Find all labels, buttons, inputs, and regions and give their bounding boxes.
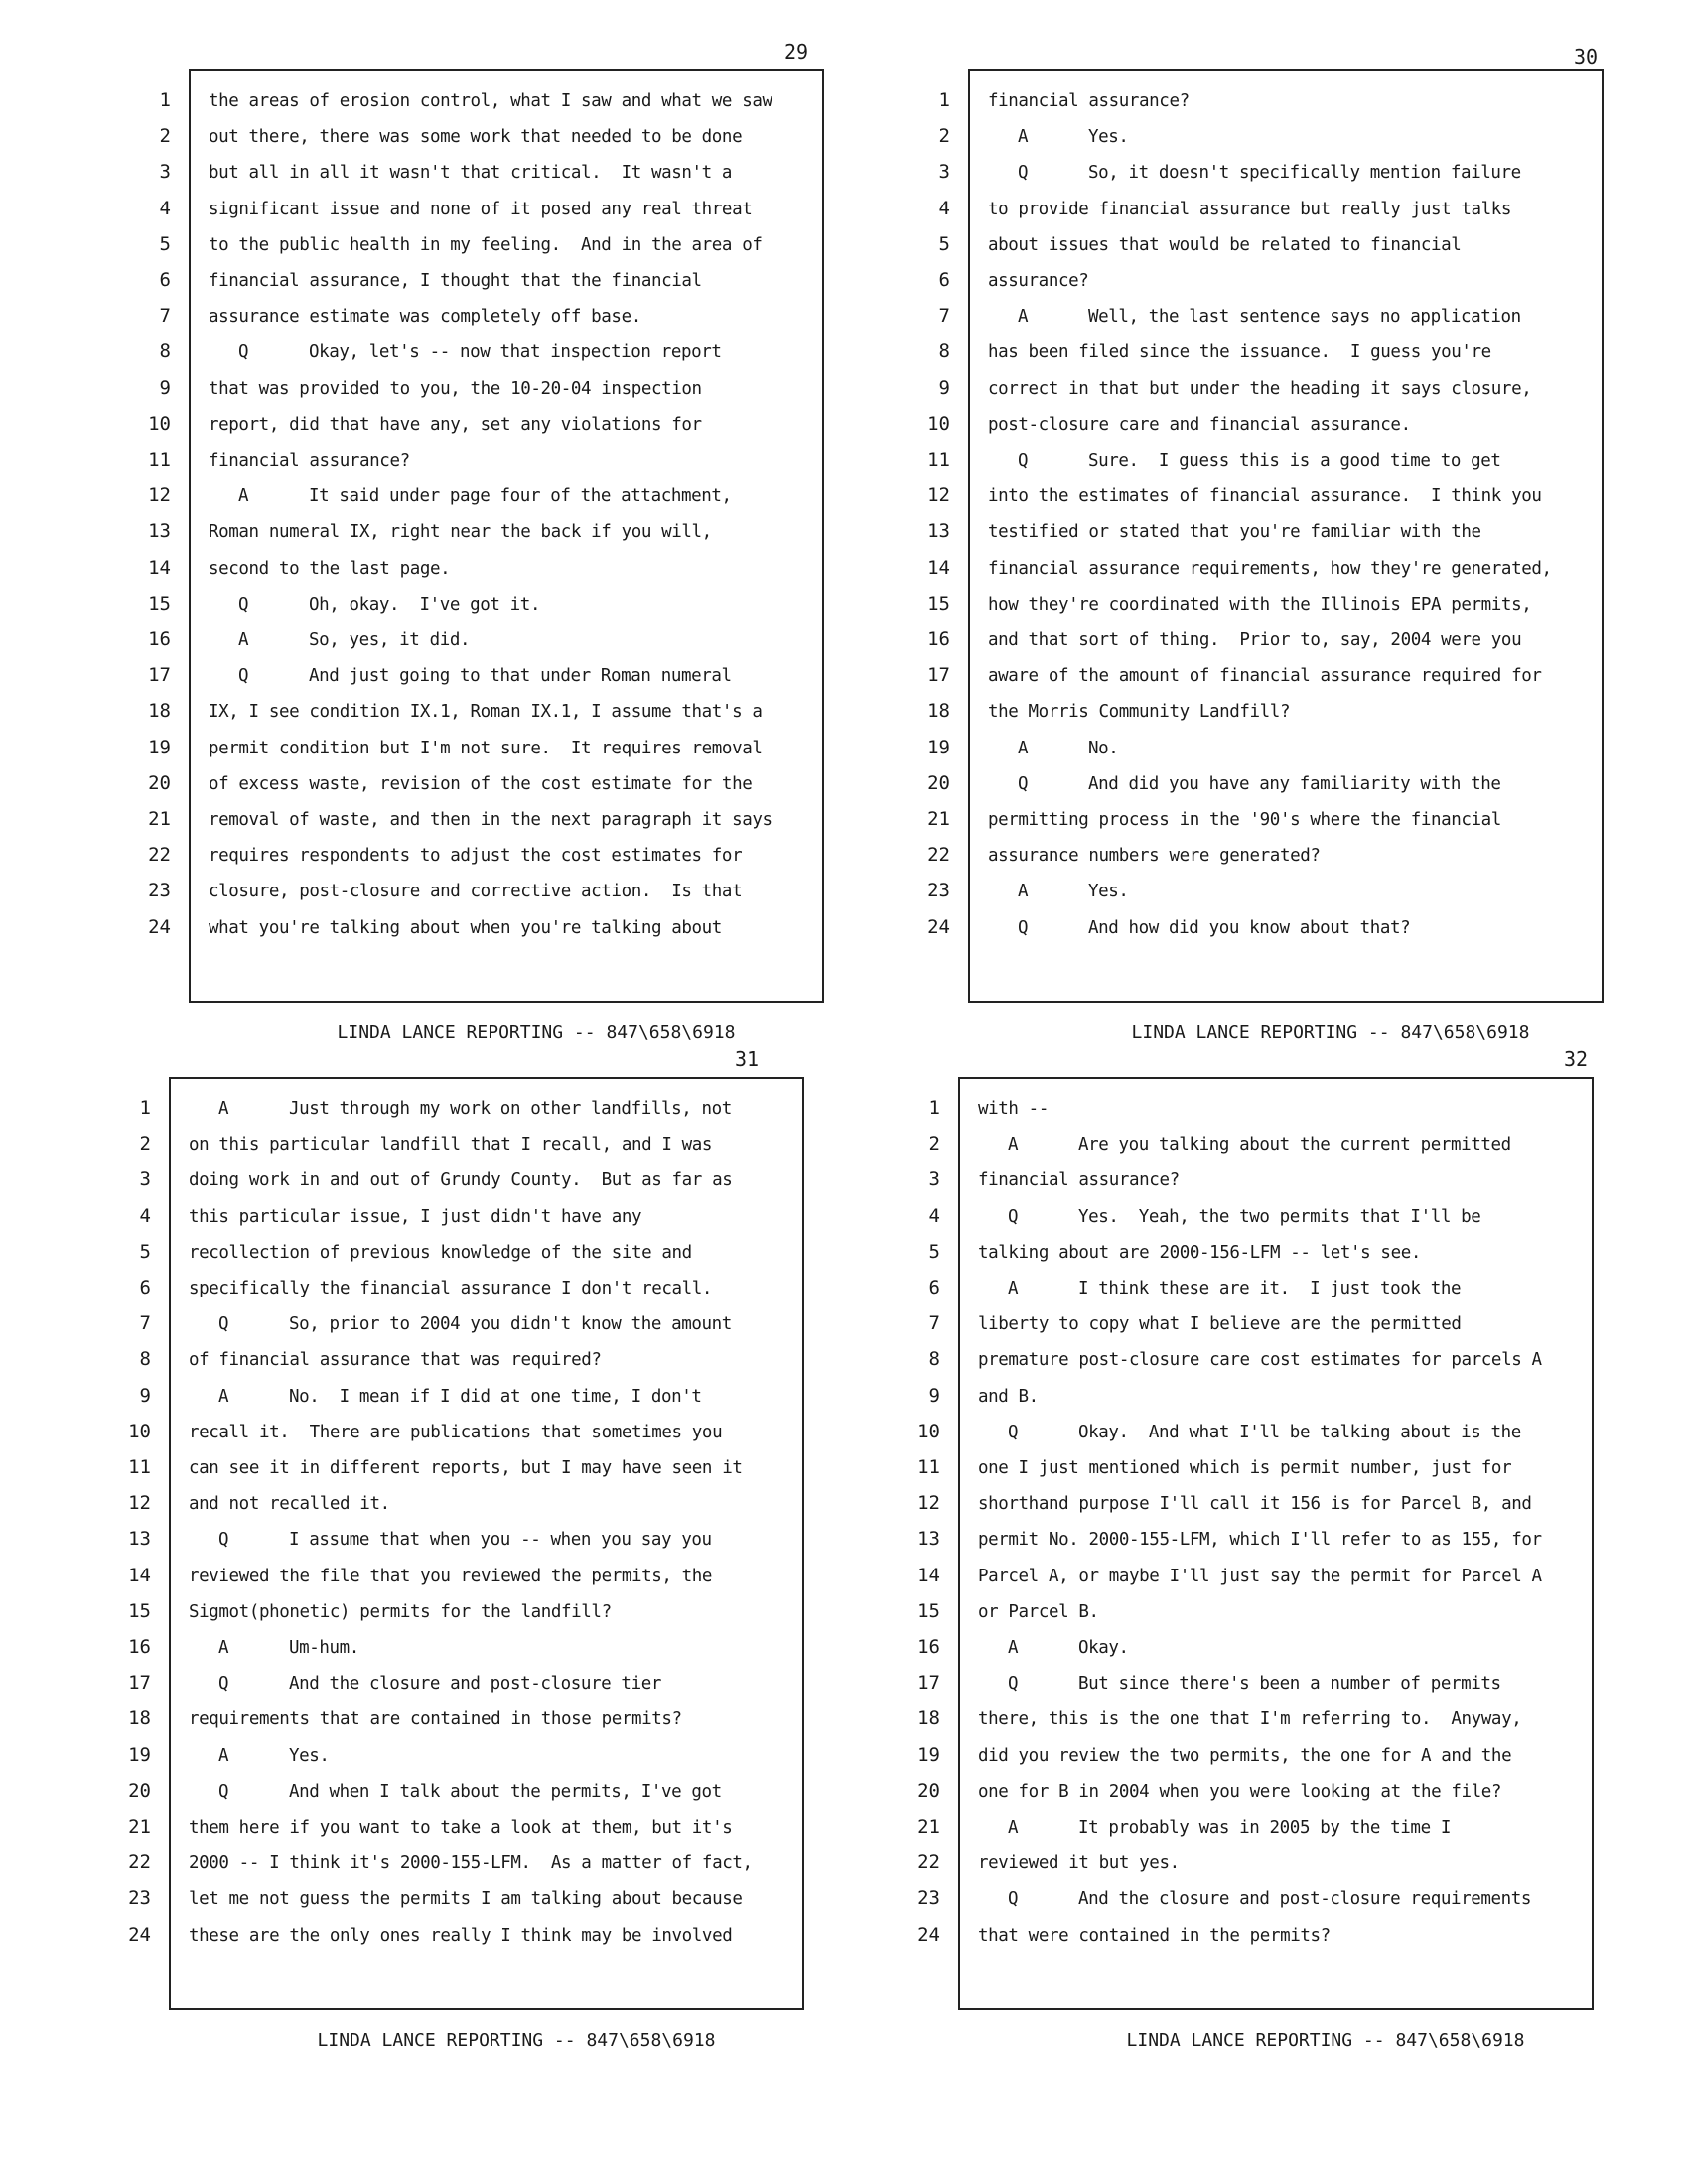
- line-number: 6: [938, 269, 950, 291]
- line-number: 5: [928, 1240, 940, 1263]
- line-number: 21: [128, 1816, 151, 1838]
- line-number: 8: [159, 341, 171, 363]
- transcript-line: the areas of erosion control, what I saw and what we saw: [209, 91, 772, 111]
- line-number: 9: [928, 1384, 940, 1407]
- line-number: 22: [148, 844, 171, 867]
- transcript-box: [148, 69, 824, 1003]
- transcript-line: assurance numbers were generated?: [988, 846, 1321, 867]
- transcript-line: financial assurance?: [978, 1170, 1180, 1191]
- line-number: 16: [148, 628, 171, 650]
- line-number: 16: [917, 1636, 940, 1658]
- line-number: 9: [139, 1384, 151, 1407]
- transcript-line: A Yes.: [218, 1745, 330, 1766]
- line-number: 15: [128, 1599, 151, 1622]
- transcript-line: doing work in and out of Grundy County. But as far as: [189, 1170, 733, 1191]
- transcript-line: liberty to copy what I believe are the permitted: [978, 1314, 1462, 1335]
- transcript-line: Sigmot(phonetic) permits for the landfill?: [189, 1601, 612, 1622]
- transcript-line: there, this is the one that I'm referring to. Anyway,: [978, 1709, 1522, 1730]
- line-number: 3: [938, 161, 950, 184]
- transcript-line: post-closure care and financial assurance.: [988, 414, 1411, 435]
- transcript-line: that was provided to you, the 10-20-04 inspection: [209, 378, 702, 399]
- transcript-line: financial assurance?: [988, 91, 1190, 111]
- line-number: 1: [928, 1097, 940, 1119]
- transcript-line: of financial assurance that was required?: [189, 1350, 602, 1371]
- line-number: 14: [927, 556, 950, 579]
- line-number: 3: [139, 1168, 151, 1191]
- line-number: 10: [917, 1420, 940, 1442]
- transcript-line: the Morris Community Landfill?: [988, 702, 1291, 723]
- transcript-line: reviewed it but yes.: [978, 1853, 1180, 1874]
- transcript-line: but all in all it wasn't that critical. It wasn't a: [209, 163, 733, 184]
- line-number: 22: [927, 844, 950, 867]
- line-number: 21: [917, 1816, 940, 1838]
- transcript-line: Parcel A, or maybe I'll just say the permit for Parcel A: [978, 1566, 1542, 1586]
- transcript-page-32: [909, 1047, 1684, 2060]
- transcript-box: [927, 69, 1604, 1003]
- line-number: 7: [928, 1312, 940, 1335]
- line-number: 19: [917, 1743, 940, 1766]
- transcript-page-29: [139, 40, 943, 1052]
- transcript-line: of excess waste, revision of the cost estimate for the: [209, 773, 753, 794]
- line-number: 12: [917, 1492, 940, 1515]
- transcript-line: permit condition but I'm not sure. It requires removal: [209, 738, 763, 758]
- transcript-page-30: [913, 40, 1684, 1052]
- transcript-line: A Um-hum.: [218, 1638, 359, 1658]
- line-number: 19: [128, 1743, 151, 1766]
- line-number: 6: [928, 1277, 940, 1298]
- transcript-line: second to the last page.: [209, 558, 451, 579]
- transcript-line: Q But since there's been a number of permits: [1008, 1674, 1501, 1695]
- transcript-line: these are the only ones really I think may be involved: [189, 1925, 733, 1946]
- transcript-line: shorthand purpose I'll call it 156 is for Parcel B, and: [978, 1494, 1532, 1515]
- transcript-line: financial assurance, I thought that the financial: [209, 271, 702, 291]
- line-number: 12: [148, 484, 171, 507]
- line-number: 18: [927, 700, 950, 723]
- transcript-line: A So, yes, it did.: [238, 630, 471, 650]
- line-number: 17: [917, 1672, 940, 1695]
- transcript-line: to the public health in my feeling. And in the area of: [209, 234, 763, 255]
- transcript-line: or Parcel B.: [978, 1601, 1099, 1622]
- line-number: 23: [927, 880, 950, 902]
- line-number: 14: [148, 556, 171, 579]
- line-number: 11: [917, 1456, 940, 1478]
- transcript-line: removal of waste, and then in the next paragraph it says: [209, 810, 772, 830]
- transcript-line: Q And just going to that under Roman numeral: [238, 666, 732, 687]
- transcript-line: them here if you want to take a look at them, but it's: [189, 1818, 733, 1838]
- line-number: 2: [928, 1133, 940, 1156]
- line-number: 1: [159, 89, 171, 111]
- transcript-line: premature post-closure care cost estimates for parcels A: [978, 1350, 1542, 1371]
- transcript-line: IX, I see condition IX.1, Roman IX.1, I assume that's a: [209, 702, 763, 723]
- transcript-line: correct in that but under the heading it says closure,: [988, 378, 1532, 399]
- page-number: 30: [1574, 45, 1599, 68]
- line-number: 13: [148, 520, 171, 543]
- line-number: 18: [128, 1707, 151, 1730]
- transcript-line: financial assurance requirements, how they're generated,: [988, 558, 1552, 579]
- line-number: 7: [139, 1312, 151, 1335]
- line-number: 20: [917, 1779, 940, 1802]
- transcript-line: A No. I mean if I did at one time, I don't: [218, 1386, 702, 1407]
- transcript-page-31: [119, 1047, 923, 2060]
- transcript-line: requires respondents to adjust the cost estimates for: [209, 846, 743, 867]
- line-number: 18: [917, 1707, 940, 1730]
- line-number: 20: [128, 1779, 151, 1802]
- line-number: 8: [928, 1348, 940, 1371]
- line-number: 19: [148, 736, 171, 758]
- transcript-line: assurance?: [988, 271, 1089, 291]
- line-number: 11: [148, 449, 171, 471]
- transcript-line: one for B in 2004 when you were looking at the file?: [978, 1781, 1502, 1802]
- line-number: 5: [938, 232, 950, 255]
- transcript-line: specifically the financial assurance I don't recall.: [189, 1279, 713, 1298]
- transcript-line: financial assurance?: [209, 451, 410, 471]
- line-number: 12: [128, 1492, 151, 1515]
- transcript-line: Q And did you have any familiarity with the: [1018, 773, 1501, 794]
- transcript-line: one I just mentioned which is permit number, just for: [978, 1458, 1512, 1478]
- transcript-line: A Okay.: [1008, 1638, 1129, 1658]
- line-number: 12: [927, 484, 950, 507]
- line-number: 10: [128, 1420, 151, 1442]
- transcript-line: Q I assume that when you -- when you say you: [218, 1530, 712, 1551]
- transcript-line: and B.: [978, 1386, 1039, 1407]
- transcript-line: with --: [978, 1099, 1049, 1119]
- transcript-line: aware of the amount of financial assurance required for: [988, 666, 1542, 687]
- transcript-line: what you're talking about when you're talking about: [209, 917, 722, 938]
- line-number: 15: [917, 1599, 940, 1622]
- transcript-line: has been filed since the issuance. I guess you're: [988, 342, 1491, 363]
- transcript-line: significant issue and none of it posed any real threat: [209, 199, 753, 219]
- line-number: 1: [938, 89, 950, 111]
- line-number: 14: [917, 1564, 940, 1586]
- transcript-line: Q Okay, let's -- now that inspection report: [238, 342, 722, 363]
- line-number: 23: [148, 880, 171, 902]
- transcript-line: A No.: [1018, 738, 1119, 758]
- line-number: 5: [139, 1240, 151, 1263]
- line-number: 18: [148, 700, 171, 723]
- line-number: 4: [928, 1204, 940, 1227]
- line-number: 6: [159, 269, 171, 291]
- line-number: 2: [938, 125, 950, 148]
- line-number: 9: [938, 376, 950, 399]
- transcript-line: Roman numeral IX, right near the back if you will,: [209, 522, 712, 543]
- line-number: 24: [927, 915, 950, 938]
- line-number: 23: [917, 1887, 940, 1910]
- line-number: 4: [159, 197, 171, 219]
- line-number: 2: [159, 125, 171, 148]
- line-number: 6: [139, 1277, 151, 1298]
- line-number: 1: [139, 1097, 151, 1119]
- transcript-line: to provide financial assurance but really just talks: [988, 199, 1512, 219]
- transcript-line: report, did that have any, set any violations for: [209, 414, 702, 435]
- line-number: 20: [927, 771, 950, 794]
- transcript-line: can see it in different reports, but I may have seen it: [189, 1458, 743, 1478]
- line-number: 13: [917, 1528, 940, 1551]
- transcript-line: how they're coordinated with the Illinois EPA permits,: [988, 594, 1532, 614]
- page-number: 32: [1564, 1047, 1589, 1071]
- transcript-line: testified or stated that you're familiar with the: [988, 522, 1481, 543]
- transcript-line: reviewed the file that you reviewed the permits, the: [189, 1566, 713, 1586]
- page-number: 29: [784, 40, 809, 64]
- page-footer: LINDA LANCE REPORTING -- 847\658\6918: [1126, 2030, 1525, 2051]
- line-number: 3: [159, 161, 171, 184]
- transcript-line: did you review the two permits, the one for A and the: [978, 1745, 1512, 1766]
- transcript-line: recollection of previous knowledge of the site and: [189, 1242, 692, 1263]
- line-number: 2: [139, 1133, 151, 1156]
- page-number: 31: [735, 1047, 760, 1071]
- line-number: 8: [938, 341, 950, 363]
- line-number: 10: [927, 412, 950, 435]
- line-number: 22: [128, 1851, 151, 1874]
- page-footer: LINDA LANCE REPORTING -- 847\658\6918: [337, 1023, 736, 1043]
- line-number: 9: [159, 376, 171, 399]
- line-number: 7: [159, 305, 171, 328]
- transcript-line: let me not guess the permits I am talking about because: [189, 1889, 743, 1910]
- line-number: 16: [128, 1636, 151, 1658]
- line-number: 19: [927, 736, 950, 758]
- transcript-line: A Well, the last sentence says no application: [1018, 307, 1521, 328]
- line-number: 13: [927, 520, 950, 543]
- line-number: 16: [927, 628, 950, 650]
- transcript-line: recall it. There are publications that sometimes you: [189, 1422, 723, 1442]
- transcript-line: Q Sure. I guess this is a good time to get: [1018, 451, 1501, 471]
- line-number: 17: [148, 664, 171, 687]
- transcript-line: that were contained in the permits?: [978, 1925, 1331, 1946]
- line-number: 17: [927, 664, 950, 687]
- transcript-line: out there, there was some work that needed to be done: [209, 127, 743, 148]
- transcript-line: into the estimates of financial assurance. I think you: [988, 486, 1542, 507]
- transcript-line: on this particular landfill that I recall, and I was: [189, 1135, 713, 1156]
- transcript-line: Q Oh, okay. I've got it.: [238, 594, 541, 614]
- transcript-line: talking about are 2000-156-LFM -- let's see.: [978, 1242, 1421, 1263]
- transcript-line: Q And when I talk about the permits, I've got: [218, 1781, 722, 1802]
- line-number: 17: [128, 1672, 151, 1695]
- transcript-line: Q And the closure and post-closure requirements: [1008, 1889, 1532, 1910]
- transcript-line: assurance estimate was completely off base.: [209, 307, 641, 328]
- transcript-line: Q Okay. And what I'll be talking about is the: [1008, 1422, 1521, 1442]
- line-number: 11: [128, 1456, 151, 1478]
- transcript-line: about issues that would be related to financial: [988, 234, 1462, 255]
- line-number: 24: [148, 915, 171, 938]
- line-number: 13: [128, 1528, 151, 1551]
- transcript-line: Q So, it doesn't specifically mention failure: [1018, 163, 1521, 184]
- line-number: 5: [159, 232, 171, 255]
- transcript-line: A It probably was in 2005 by the time I: [1008, 1818, 1451, 1838]
- transcript-line: A I think these are it. I just took the: [1008, 1279, 1462, 1298]
- transcript-line: A Yes.: [1018, 882, 1129, 902]
- transcript-line: A Yes.: [1018, 127, 1129, 148]
- transcript-line: A Just through my work on other landfills, not: [218, 1099, 732, 1119]
- line-number: 21: [148, 808, 171, 830]
- line-number: 24: [917, 1923, 940, 1946]
- transcript-line: Q Yes. Yeah, the two permits that I'll be: [1008, 1206, 1481, 1227]
- line-number: 3: [928, 1168, 940, 1191]
- transcript-box: [128, 1077, 804, 2010]
- line-number: 22: [917, 1851, 940, 1874]
- page-footer: LINDA LANCE REPORTING -- 847\658\6918: [317, 2030, 716, 2051]
- transcript-line: requirements that are contained in those permits?: [189, 1709, 682, 1730]
- line-number: 7: [938, 305, 950, 328]
- transcript-line: A It said under page four of the attachment,: [238, 486, 732, 507]
- line-number: 14: [128, 1564, 151, 1586]
- line-number: 15: [927, 592, 950, 614]
- transcript-line: Q So, prior to 2004 you didn't know the amount: [218, 1314, 732, 1335]
- transcript-line: Q And the closure and post-closure tier: [218, 1674, 661, 1695]
- transcript-line: A Are you talking about the current permitted: [1008, 1135, 1511, 1156]
- line-number: 24: [128, 1923, 151, 1946]
- transcript-box: [917, 1077, 1594, 2010]
- line-number: 4: [139, 1204, 151, 1227]
- line-number: 11: [927, 449, 950, 471]
- transcript-line: this particular issue, I just didn't have any: [189, 1206, 642, 1227]
- transcript-line: and not recalled it.: [189, 1494, 390, 1515]
- line-number: 15: [148, 592, 171, 614]
- line-number: 4: [938, 197, 950, 219]
- transcript-line: 2000 -- I think it's 2000-155-LFM. As a matter of fact,: [189, 1853, 753, 1874]
- transcript-line: closure, post-closure and corrective action. Is that: [209, 882, 743, 902]
- line-number: 21: [927, 808, 950, 830]
- line-number: 20: [148, 771, 171, 794]
- transcript-line: permit No. 2000-155-LFM, which I'll refer to as 155, for: [978, 1530, 1542, 1551]
- transcript-line: and that sort of thing. Prior to, say, 2004 were you: [988, 630, 1522, 650]
- page-footer: LINDA LANCE REPORTING -- 847\658\6918: [1131, 1023, 1530, 1043]
- line-number: 8: [139, 1348, 151, 1371]
- transcript-line: Q And how did you know about that?: [1018, 917, 1411, 938]
- transcript-line: permitting process in the '90's where the financial: [988, 810, 1501, 830]
- line-number: 23: [128, 1887, 151, 1910]
- line-number: 10: [148, 412, 171, 435]
